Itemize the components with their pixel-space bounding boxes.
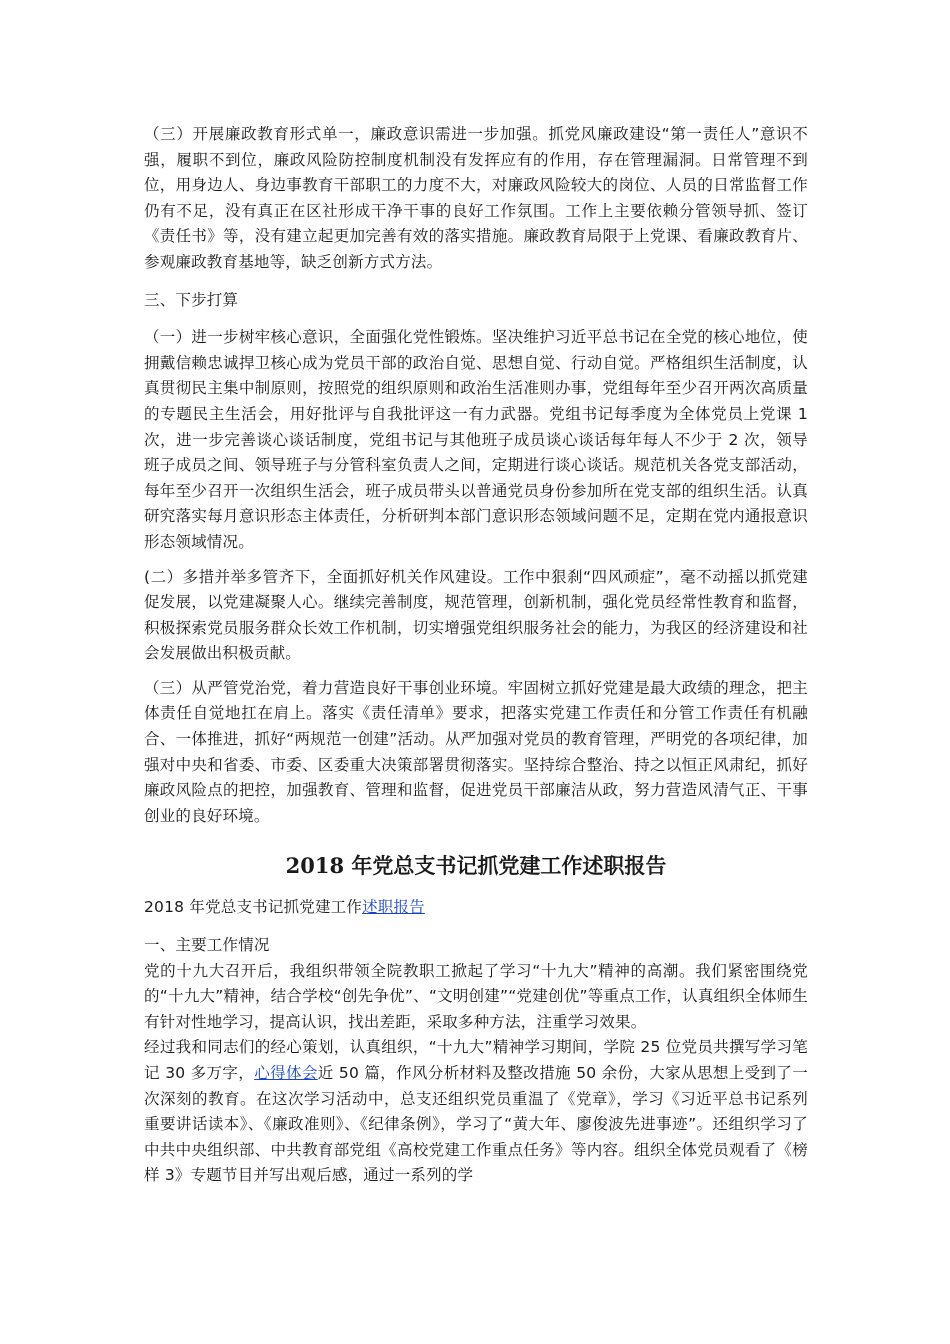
study-details-part-2: 近 50 篇，作风分析材料及整改措施 50 余份，大家从思想上受到了一次深刻的教育。在这次学习活动中，总支还组织党员重温了《党章》，学习《习近平总书记系列重要讲话读本》、《廉政准则》、《纪律条例》，学习了“黄大年、廖俊波先进事迹”。还组织学习了中共中央组织部、中共教育部党组《高校党建工作重点任务》等内容。组织全体党员观看了《榜样 3》专题节目并写出观后感，通过一系列的学 [144, 1064, 808, 1185]
report-subtitle [144, 895, 808, 921]
paragraph-study-overview: 党的十九大召开后，我组织带领全院教职工掀起了学习“十九大”精神的高潮。我们紧密围绕党的“十九大”精神，结合学校“创先争优”、“文明创建”“党建创优”等重点工作，认真组织全体师生有针对性地学习，提高认识，找出差距，采取多种方法，注重学习效果。 [144, 961, 808, 1031]
study-details-part-1: 经过我和同志们的经心策划，认真组织，“十九大”精神学习期间，学院 25 位党员共撰写学习笔记 30 多万字， [144, 1038, 808, 1082]
paragraph-plan-1: （一）进一步树牢核心意识，全面强化党性锻炼。坚决维护习近平总书记在全党的核心地位，使拥戴信赖忠诚捍卫核心成为党员干部的政治自觉、思想自觉、行动自觉。严格组织生活制度，认真贯彻民主集中制原则，按照党的组织原则和政治生活准则办事，党组每年至少召开两次高质量的专题民主生活会，用好批评与自我批评这一有力武器。党组书记每季度为全体党员上党课 1 次，进一步完善谈心谈话制度，党组书记与其他班子成员谈心谈话每年每人不少于 2 次，领导班子成员之间、领导班子与分管科室负责人之间，定期进行谈心谈话。规范机关各党支部活动，每年至少召开一次组织生活会，班子成员带头以普通党员身份参加所在党支部的组织生活。认真研究落实每月意识形态主体责任，分析研判本部门意识形态领域问题不足，定期在党内通报意识形态领域情况。 [144, 328, 808, 551]
report-link[interactable]: 述职报告 [362, 898, 425, 917]
section-heading-next-steps: 三、下步打算 [144, 290, 239, 309]
subtitle-text: 2018 年党总支书记抓党建工作 [144, 898, 363, 917]
paragraph-plan-2: (二）多措并举多管齐下，全面抓好机关作风建设。工作中狠刹“四风顽症”，毫不动摇以抓党建促发展，以党建凝聚人心。继续完善制度，规范管理，创新机制，强化党员经常性教育和监督，积极探索党员服务群众长效工作机制，切实增强党组织服务社会的能力，为我区的经济建设和社会发展做出积极贡献。 [144, 567, 808, 663]
paragraph-discipline-issue: （三）开展廉政教育形式单一，廉政意识需进一步加强。抓党风廉政建设“第一责任人”意识不强，履职不到位，廉政风险防控制度机制没有发挥应有的作用，存在管理漏洞。日常管理不到位，用身边人、身边事教育干部职工的力度不大，对廉政风险较大的岗位、人员的日常监督工作仍有不足，没有真正在区社形成干净干事的良好工作氛围。工作上主要依赖分管领导抓、签订《责任书》等，没有建立起更加完善有效的落实措施。廉政教育局限于上党课、看廉政教育片、参观廉政教育基地等，缺乏创新方式方法。 [144, 125, 808, 271]
paragraph-plan-3: （三）从严管党治党，着力营造良好干事创业环境。牢固树立抓好党建是最大政绩的理念，把主体责任自觉地扛在肩上。落实《责任清单》要求，把落实党建工作责任和分管工作责任有机融合、一体推进，抓好“两规范一创建”活动。从严加强对党员的教育管理，严明党的各项纪律，加强对中央和省委、市委、区委重大决策部署贯彻落实。坚持综合整治、持之以恒正风肃纪，抓好廉政风险点的把控，加强教育、管理和监督，促进党员干部廉洁从政，努力营造风清气正、干事创业的良好环境。 [144, 678, 808, 825]
report-title: 2018 年党总支书记抓党建工作述职报告 [285, 853, 667, 879]
insights-link[interactable]: 心得体会 [254, 1064, 318, 1082]
document-page [144, 122, 808, 1189]
paragraph-study-details [144, 1035, 808, 1189]
section-heading-main-work: 一、主要工作情况 [144, 936, 270, 955]
